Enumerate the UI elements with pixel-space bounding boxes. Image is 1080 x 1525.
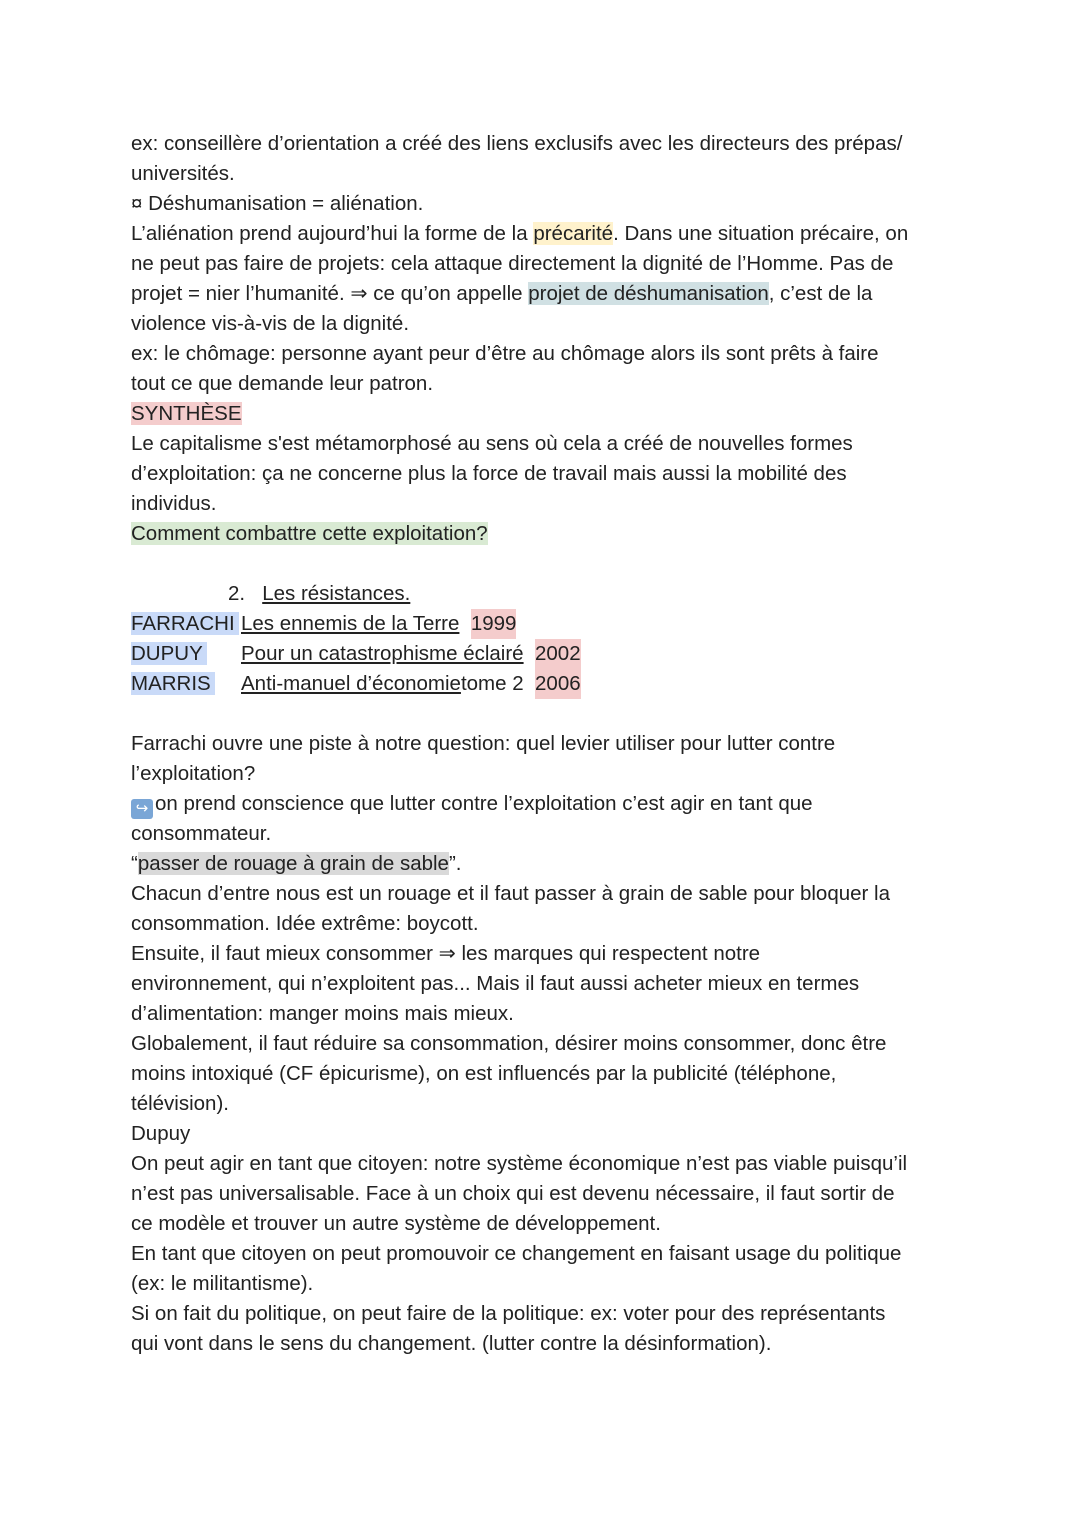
reference-year: 2002 (535, 639, 581, 669)
reference-row (131, 639, 961, 669)
text-line: moins intoxiqué (CF épicurisme), on est influencés par la publicité (téléphone, (131, 1062, 837, 1085)
reference-title: Pour un catastrophisme éclairé (241, 642, 524, 665)
spacer (131, 699, 961, 729)
spacer (131, 549, 961, 579)
text-line: (ex: le militantisme). (131, 1272, 314, 1295)
reference-row: MARRIS Anti-manuel d’économie tome 2 2006 (131, 669, 961, 699)
question-line: Comment combattre cette exploitation? (131, 522, 488, 545)
text-line: ¤ Déshumanisation = aliénation. (131, 192, 424, 215)
reference-author: FARRACHI (131, 612, 239, 635)
text-line: Farrachi ouvre une piste à notre question: quel levier utiliser pour lutter contre (131, 732, 836, 755)
reference-title: Les ennemis de la Terre (241, 612, 460, 635)
text-line: L’aliénation prend aujourd’hui la forme de la précarité. Dans une situation précaire, on (131, 222, 909, 245)
text-line: Le capitalisme s'est métamorphosé au sens où cela a créé de nouvelles formes (131, 432, 853, 455)
highlight-quote: passer de rouage à grain de sable (137, 852, 449, 875)
text-line: Dupuy (131, 1122, 191, 1145)
return-arrow-icon: ↪ (131, 799, 153, 819)
text-line: l’exploitation? (131, 762, 256, 785)
section-title: 2. Les résistances. (228, 582, 411, 605)
text-line: Globalement, il faut réduire sa consommation, désirer moins consommer, donc être (131, 1032, 887, 1055)
text-line: environnement, qui n’exploitent pas... Mais il faut aussi acheter mieux en termes (131, 972, 860, 995)
reference-author: MARRIS (131, 672, 215, 695)
text-line: n’est pas universalisable. Face à un choix qui est devenu nécessaire, il faut sortir de (131, 1182, 895, 1205)
text-line: ne peut pas faire de projets: cela attaque directement la dignité de l’Homme. Pas de (131, 252, 894, 275)
text-line: consommation. Idée extrême: boycott. (131, 912, 479, 935)
synthese-heading: SYNTHÈSE (131, 402, 242, 425)
text-line: tout ce que demande leur patron. (131, 372, 434, 395)
text-line: consommateur. (131, 822, 272, 845)
text-line: ↪ on prend conscience que lutter contre l’exploitation c’est agir en tant que (131, 789, 961, 819)
highlight-projet-deshumanisation: projet de déshumanisation (528, 282, 769, 305)
reference-title: Anti-manuel d’économie (241, 672, 461, 695)
reference-row (131, 609, 961, 639)
text-line: ex: le chômage: personne ayant peur d’être au chômage alors ils sont prêts à faire (131, 342, 879, 365)
reference-year: 2006 (535, 669, 581, 699)
highlight-precarite: précarité (533, 222, 614, 245)
quote-line: “passer de rouage à grain de sable”. (131, 852, 462, 875)
text-line: violence vis-à-vis de la dignité. (131, 312, 410, 335)
text-line: individus. (131, 492, 217, 515)
text-line: télévision). (131, 1092, 229, 1115)
text-line: Ensuite, il faut mieux consommer ⇒ les marques qui respectent notre (131, 942, 761, 965)
reference-year: 1999 (471, 609, 517, 639)
text-line: projet = nier l’humanité. ⇒ ce qu’on appelle projet de déshumanisation, c’est de la (131, 282, 873, 305)
text-line: qui vont dans le sens du changement. (lutter contre la désinformation). (131, 1332, 772, 1355)
reference-author: DUPUY (131, 642, 207, 665)
text-line: universités. (131, 162, 235, 185)
text-line: d’alimentation: manger moins mais mieux. (131, 1002, 514, 1025)
text-line: Chacun d’entre nous est un rouage et il faut passer à grain de sable pour bloquer la (131, 882, 891, 905)
text-line: ce modèle et trouver un autre système de développement. (131, 1212, 661, 1235)
text-line: Si on fait du politique, on peut faire de la politique: ex: voter pour des représentants (131, 1302, 886, 1325)
text-line: d’exploitation: ça ne concerne plus la force de travail mais aussi la mobilité des (131, 462, 847, 485)
text-line: En tant que citoyen on peut promouvoir ce changement en faisant usage du politique (131, 1242, 902, 1265)
document-page (131, 129, 961, 1359)
text-line: ex: conseillère d’orientation a créé des liens exclusifs avec les directeurs des prépas/ (131, 132, 903, 155)
text-line: On peut agir en tant que citoyen: notre système économique n’est pas viable puisqu’il (131, 1152, 908, 1175)
